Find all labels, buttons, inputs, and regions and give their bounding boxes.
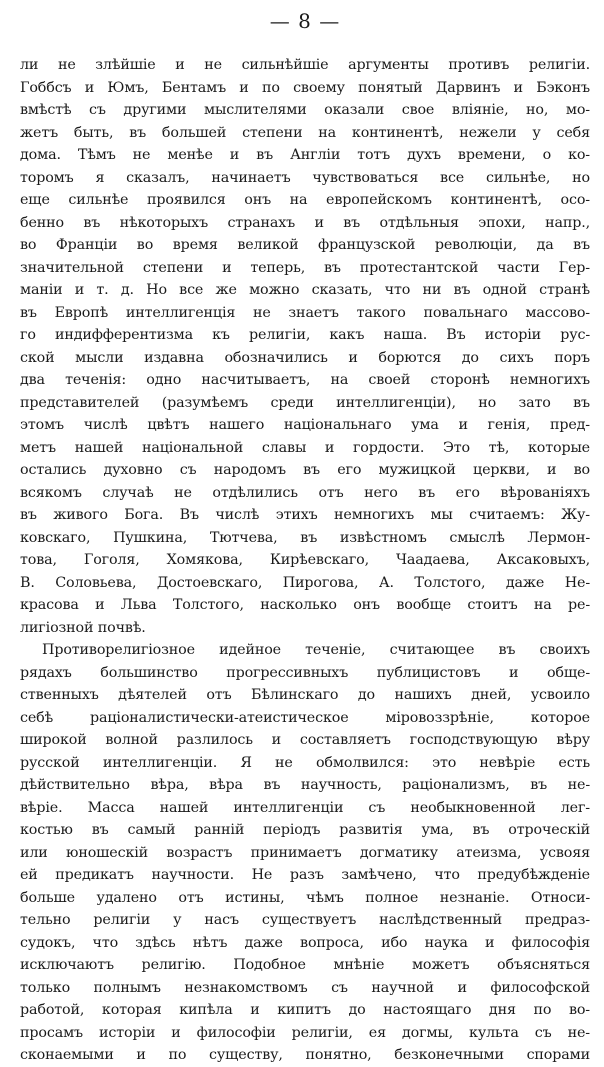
text-line: въ живого Бога. Въ числѣ этихъ немногихъ мы считаемъ: Жу- bbox=[20, 507, 590, 523]
text-line: В. Соловьева, Достоевскаго, Пирогова, А. Толстого, даже Не- bbox=[20, 574, 590, 591]
text-line: значительной степени и теперь, въ протестантской части Гер- bbox=[20, 259, 590, 276]
text-line: во Франціи во время великой французской революціи, да въ bbox=[20, 237, 590, 253]
text-line: больше удалено отъ истины, чѣмъ полное незнаніе. Относи- bbox=[20, 889, 590, 906]
text-line: торомъ я сказалъ, начинаетъ чувствоваться все сильнѣе, но bbox=[20, 169, 590, 186]
paragraph-1 bbox=[20, 54, 590, 639]
page-number: — 8 — bbox=[269, 9, 341, 33]
text-line: вѣріе. Масса нашей интеллигенціи съ необыкновенной лег- bbox=[20, 799, 590, 816]
text-line: метъ нашей національной славы и гордости. Это тѣ, которые bbox=[20, 439, 590, 456]
text-line: вмѣстѣ съ другими мыслителями оказали свое вліяніе, но, мо- bbox=[20, 102, 590, 118]
text-line: тельно религіи у насъ существуетъ наслѣдственный предраз- bbox=[20, 912, 590, 928]
text-line: или юношескій возрастъ принимаетъ догматику атеизма, усвояя bbox=[20, 844, 590, 861]
text-line: просамъ исторіи и философіи религіи, ея догмы, культа съ не- bbox=[20, 1024, 590, 1041]
text-line: го индифферентизма къ религіи, какъ наша. Въ исторіи рус- bbox=[20, 327, 590, 343]
text-line: представителей (разумѣемъ среди интеллигенціи), но зато въ bbox=[20, 394, 590, 411]
text-line: рядахъ большинство прогрессивныхъ публицистовъ и обще- bbox=[20, 664, 590, 681]
text-line: ей предикатъ научности. Не разъ замѣчено, что предубѣжденіе bbox=[20, 867, 590, 883]
text-line: Гоббсъ и Юмъ, Бентамъ и по своему понятый Дарвинъ и Бэконъ bbox=[20, 79, 590, 96]
text-line: ковскаго, Пушкина, Тютчева, въ извѣстномъ смыслѣ Лермон- bbox=[20, 529, 590, 546]
text-line: остались духовно съ народомъ въ его мужицкой церкви, и во bbox=[20, 462, 590, 478]
text-line: исключаютъ религію. Подобное мнѣніе можетъ объясняться bbox=[20, 957, 590, 973]
text-line: Противорелигіозное идейное теченіе, считающее въ своихъ bbox=[42, 642, 590, 658]
text-line: работой, которая кипѣла и кипитъ до настоящаго дня по во- bbox=[20, 1002, 590, 1018]
text-line: дома. Тѣмъ не менѣе и въ Англіи тотъ духъ времени, о ко- bbox=[20, 147, 590, 163]
text-line: ской мысли издавна обозначились и борются до сихъ поръ bbox=[20, 349, 590, 366]
text-line: всякомъ случаѣ не отдѣлились отъ него въ его вѣрованіяхъ bbox=[20, 484, 590, 501]
text-line: красова и Льва Толстого, насколько онъ вообще стоитъ на ре- bbox=[20, 597, 590, 613]
text-line: бенно въ нѣкоторыхъ странахъ и въ отдѣльныя эпохи, напр., bbox=[20, 214, 590, 231]
text-line: только полнымъ незнакомствомъ съ научной и философской bbox=[20, 979, 590, 996]
text-line: сконаемыми и по существу, понятно, безконечными спорами bbox=[20, 1047, 590, 1063]
text-line: лигіозной почвѣ. bbox=[20, 619, 146, 636]
text-line: судокъ, что здѣсь нѣтъ даже вопроса, ибо наука и философія bbox=[20, 934, 590, 951]
text-line: маніи и т. д. Но все же можно сказать, что ни въ одной странѣ bbox=[20, 282, 590, 298]
text-line: ли не злѣйшіе и не сильнѣйшіе аргументы противъ религіи. bbox=[20, 57, 590, 73]
text-line: два теченія: одно насчитываетъ, на своей сторонѣ немногихъ bbox=[20, 372, 590, 388]
text-line: костью въ самый ранній періодъ развитія ума, въ отроческій bbox=[20, 822, 590, 838]
text-line: ственныхъ дѣятелей отъ Бѣлинскаго до нашихъ дней, усвоило bbox=[20, 687, 590, 703]
text-line: русской интеллигенціи. Я не обмолвился: это невѣріе есть bbox=[20, 754, 590, 771]
paragraph-2 bbox=[20, 639, 590, 1067]
text-line: това, Гоголя, Хомякова, Кирѣевскаго, Чаадаева, Аксаковыхъ, bbox=[20, 552, 590, 568]
text-line: въ Европѣ интеллигенція не знаетъ такого повальнаго массово- bbox=[20, 304, 590, 321]
text-line: себѣ раціоналистически-атеистическое міровоззрѣніе, которое bbox=[20, 709, 590, 726]
text-line: широкой волной разлилось и составляетъ господствующую вѣру bbox=[20, 732, 590, 748]
text-line: еще сильнѣе проявился онъ на европейскомъ континентѣ, осо- bbox=[20, 192, 590, 208]
text-line: жетъ быть, въ большей степени на континентѣ, нежели у себя bbox=[20, 124, 590, 141]
body-text bbox=[20, 54, 590, 1067]
text-line: дѣйствительно вѣра, вѣра въ научность, раціонализмъ, въ не- bbox=[20, 777, 590, 793]
text-line: этомъ числѣ цвѣтъ нашего національнаго ума и генія, пред- bbox=[20, 417, 590, 433]
